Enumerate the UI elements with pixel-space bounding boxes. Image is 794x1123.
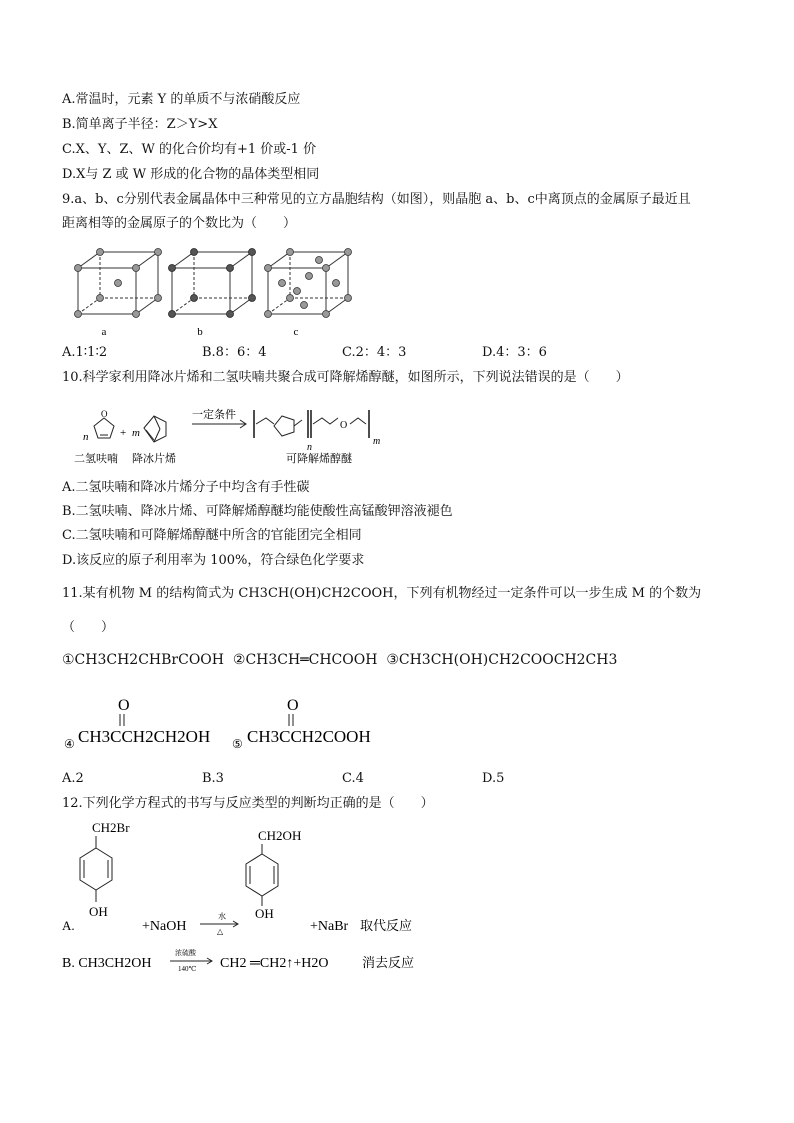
q11-option-d: D.5 <box>482 771 505 786</box>
svg-text:OH: OH <box>89 904 108 919</box>
svg-text:+: + <box>120 427 127 439</box>
compound-5: CH3CCH2COOH <box>247 727 371 746</box>
svg-text:O: O <box>287 697 299 714</box>
q10-option-a: A.二氢呋喃和降冰片烯分子中均含有手性碳 <box>62 480 310 495</box>
q9-stem-line2: 距离相等的金属原子的个数比为（ ） <box>62 216 297 231</box>
label-norbornene: 降冰片烯 <box>132 453 176 465</box>
svg-text:O: O <box>340 420 348 431</box>
svg-text:⑤: ⑤ <box>232 737 243 750</box>
q11-compounds-row1 <box>62 651 617 669</box>
compound-2: ②CH3CH═CHCOOH <box>232 652 378 668</box>
q11-option-b: B.3 <box>202 771 224 786</box>
svg-text:取代反应: 取代反应 <box>360 918 413 933</box>
polymerization-scheme <box>74 396 394 468</box>
q11-paren: （ ） <box>62 620 115 635</box>
svg-text:浓硫酸: 浓硫酸 <box>175 949 196 957</box>
q9-option-d: D.4：3：6 <box>482 345 547 360</box>
svg-text:140℃: 140℃ <box>178 965 197 973</box>
label-polymer: 可降解烯醇醚 <box>286 453 352 465</box>
q9-option-c: C.2：4：3 <box>342 345 407 360</box>
label-c: c <box>293 326 299 338</box>
svg-text:水: 水 <box>218 912 226 921</box>
q10-option-b: B.二氢呋喃、降冰片烯、可降解烯醇醚均能使酸性高锰酸钾溶液褪色 <box>62 504 453 519</box>
svg-text:一定条件: 一定条件 <box>192 409 236 421</box>
compound-3: ③CH3CH(OH)CH2COOCH2CH3 <box>386 652 618 668</box>
svg-text:m: m <box>373 436 381 447</box>
q11-compounds-row2 <box>62 690 402 750</box>
svg-text:B. CH3CH2OH: B. CH3CH2OH <box>62 956 152 971</box>
q9-option-a: A.1∶1∶2 <box>62 345 108 360</box>
q9-option-b: B.8：6：4 <box>202 345 267 360</box>
q8-option-c: C.X、Y、Z、W 的化合价均有+1 价或-1 价 <box>62 142 317 157</box>
q11-formula-m: CH3CH(OH)CH2COOH <box>238 586 394 601</box>
q12-option-a-equation <box>62 818 462 943</box>
cube-b <box>172 252 252 314</box>
q8-option-d: D.X与 Z 或 W 形成的化合物的晶体类型相同 <box>62 167 320 182</box>
svg-text:CH2Br: CH2Br <box>92 820 130 835</box>
q12-option-b-equation <box>62 945 462 977</box>
svg-text:CH2 ═CH2↑+H2O: CH2 ═CH2↑+H2O <box>220 956 329 971</box>
label-b: b <box>197 326 203 338</box>
unit-cell-figure <box>60 240 360 340</box>
svg-text:CH2OH: CH2OH <box>258 828 302 843</box>
q12-option-a-label: A. <box>62 918 75 933</box>
compound-1: ①CH3CH2CHBrCOOH <box>62 652 224 668</box>
svg-text:m: m <box>132 427 140 439</box>
label-dihydrofuran: 二氢呋喃 <box>74 453 118 465</box>
svg-text:△: △ <box>217 927 224 936</box>
svg-text:消去反应: 消去反应 <box>362 955 415 970</box>
svg-text:+NaOH: +NaOH <box>142 919 187 934</box>
svg-text:n: n <box>307 442 312 453</box>
svg-text:O: O <box>118 697 130 714</box>
q10-option-c: C.二氢呋喃和可降解烯醇醚中所含的官能团完全相同 <box>62 528 362 543</box>
svg-text:④: ④ <box>64 737 75 750</box>
q9-stem-line1: 9.a、b、c分别代表金属晶体中三种常见的立方晶胞结构（如图），则晶胞 a、b、c中离顶点的金属原子最近且 <box>62 192 691 207</box>
q8-option-a: A.常温时，元素 Y 的单质不与浓硝酸反应 <box>62 92 301 107</box>
q11-option-c: C.4 <box>342 771 364 786</box>
svg-text:O: O <box>101 409 108 419</box>
svg-text:OH: OH <box>255 906 274 921</box>
compound-4: CH3CCH2CH2OH <box>78 727 211 746</box>
svg-text:n: n <box>83 431 89 443</box>
q8-option-b: B.简单离子半径：Z＞Y>X <box>62 117 218 132</box>
label-a: a <box>101 326 107 338</box>
q10-stem: 10.科学家利用降冰片烯和二氢呋喃共聚合成可降解烯醇醚，如图所示，下列说法错误的是（ ） <box>62 370 629 385</box>
svg-text:+NaBr: +NaBr <box>310 919 349 934</box>
q11-option-a: A.2 <box>62 771 84 786</box>
q12-stem: 12.下列化学方程式的书写与反应类型的判断均正确的是（ ） <box>62 796 434 811</box>
q11-stem: 11.某有机物 M 的结构简式为 CH3CH(OH)CH2COOH，下列有机物经过一定条件可以一步生成 M 的个数为 <box>62 586 702 601</box>
q10-option-d: D.该反应的原子利用率为 100%，符合绿色化学要求 <box>62 553 365 568</box>
